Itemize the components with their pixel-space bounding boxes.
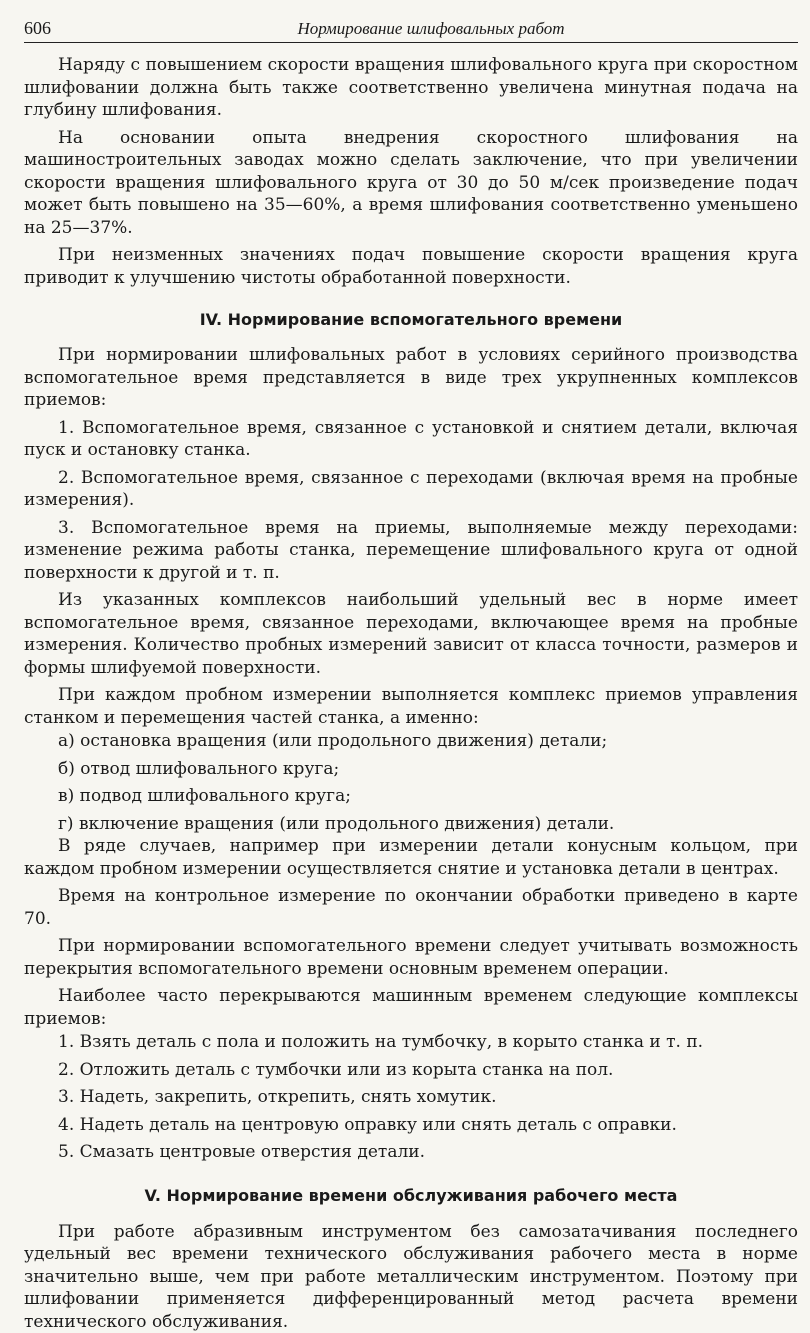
section-5-heading: V. Нормирование времени обслуживания рабочего места bbox=[24, 1185, 798, 1207]
aux-item-2: 2. Вспомогательное время, связанное с переходами (включая время на пробные измерения). bbox=[24, 467, 798, 512]
section-5-body bbox=[24, 1221, 798, 1333]
running-title: Нормирование шлифовальных работ bbox=[24, 19, 798, 39]
list-item: а) остановка вращения (или продольного движения) детали; bbox=[24, 730, 798, 753]
paragraph-card-70: Время на контрольное измерение по окончании обработки приведено в карте 70. bbox=[24, 885, 798, 930]
list-item: 5. Смазать центровые отверстия детали. bbox=[24, 1141, 798, 1164]
overlap-list bbox=[24, 1031, 798, 1164]
paragraph-speed-feed: Наряду с повышением скорости вращения шлифовального круга при скоростном шлифовании должна быть также соответственно увеличена минутная подача на глубину шлифования. bbox=[24, 54, 798, 122]
paragraph-surface-quality: При неизменных значениях подач повышение скорости вращения круга приводит к улучшению чистоты обработанной поверхности. bbox=[24, 244, 798, 289]
list-item: 1. Взять деталь с пола и положить на тумбочку, в корыто станка и т. п. bbox=[24, 1031, 798, 1054]
paragraph-abrasive-tool: При работе абразивным инструментом без самозатачивания последнего удельный вес времени технического обслуживания рабочего места в норме значительно выше, чем при работе металлическим инструментом. Поэтому при шлифовании применяется дифференцированный метод расчета времени технического обслуживания. bbox=[24, 1221, 798, 1333]
book-page bbox=[24, 14, 798, 1299]
page-number: 606 bbox=[24, 18, 51, 39]
paragraph-trial-measurements: Из указанных комплексов наибольший удельный вес в норме имеет вспомогательное время, связанное переходами, включающее время на пробные измерения. Количество пробных измерений зависит от класса точности, размеров и формы шлифуемой поверхности. bbox=[24, 589, 798, 679]
list-item: в) подвод шлифовального круга; bbox=[24, 785, 798, 808]
paragraph-overlap-intro: Наиболее часто перекрываются машинным временем следующие комплексы приемов: bbox=[24, 985, 798, 1030]
page-header bbox=[24, 14, 798, 43]
page-content bbox=[24, 54, 798, 1333]
paragraph-experience: На основании опыта внедрения скоростного шлифования на машиностроительных заводах можно сделать заключение, что при увеличении скорости вращения шлифовального круга от 30 до 50 м/сек произведение подач может быть повышено на 35—60%, а время шлифования соответственно уменьшено на 25—37%. bbox=[24, 127, 798, 240]
list-item: г) включение вращения (или продольного движения) детали. bbox=[24, 813, 798, 836]
paragraph-overlap: При нормировании вспомогательного времени следует учитывать возможность перекрытия вспомогательного времени основным временем операции. bbox=[24, 935, 798, 980]
list-item: 3. Надеть, закрепить, открепить, снять хомутик. bbox=[24, 1086, 798, 1109]
list-item: 2. Отложить деталь с тумбочки или из корыта станка на пол. bbox=[24, 1059, 798, 1082]
list-item: 4. Надеть деталь на центровую оправку или снять деталь с оправки. bbox=[24, 1114, 798, 1137]
paragraph-control-actions: При каждом пробном измерении выполняется комплекс приемов управления станком и перемещения частей станка, а именно: bbox=[24, 684, 798, 729]
paragraph-cone-ring: В ряде случаев, например при измерении детали конусным кольцом, при каждом пробном измерении осуществляется снятие и установка детали в центрах. bbox=[24, 835, 798, 880]
list-item: б) отвод шлифовального круга; bbox=[24, 758, 798, 781]
paragraph-aux-intro: При нормировании шлифовальных работ в условиях серийного производства вспомогательное время представляется в виде трех укрупненных комплексов приемов: bbox=[24, 344, 798, 412]
section-4-body bbox=[24, 344, 798, 1164]
section-4-heading: IV. Нормирование вспомогательного времени bbox=[24, 309, 798, 331]
aux-item-1: 1. Вспомогательное время, связанное с установкой и снятием детали, включая пуск и остановку станка. bbox=[24, 417, 798, 462]
aux-item-3: 3. Вспомогательное время на приемы, выполняемые между переходами: изменение режима работы станка, перемещение шлифовального круга от одной поверхности к другой и т. п. bbox=[24, 517, 798, 585]
intro-section bbox=[24, 54, 798, 289]
control-actions-list bbox=[24, 730, 798, 835]
